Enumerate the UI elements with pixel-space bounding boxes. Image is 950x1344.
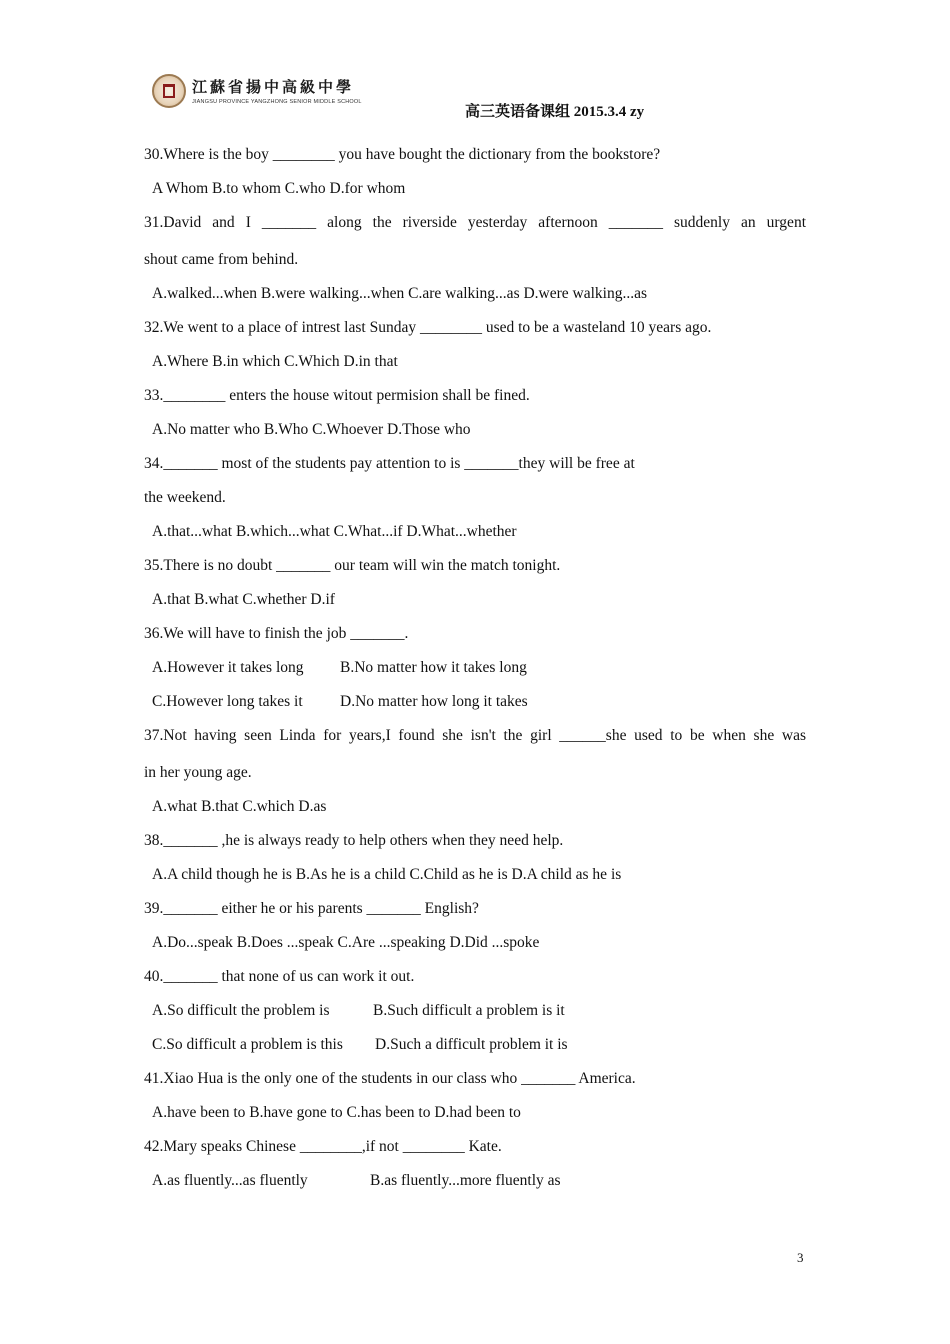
- option-40-a: A.So difficult the problem is: [152, 1002, 330, 1019]
- options-36-ab: [144, 659, 806, 677]
- question-30: 30.Where is the boy ________ you have bought the dictionary from the bookstore?: [144, 146, 661, 163]
- option-40-c: C.So difficult a problem is this: [152, 1036, 343, 1053]
- option-36-a: A.However it takes long: [152, 659, 304, 676]
- question-36: 36.We will have to finish the job _______.: [144, 625, 409, 642]
- question-39: 39._______ either he or his parents _______ English?: [144, 900, 479, 917]
- school-name-cn: 江蘇省揚中高級中學: [192, 78, 355, 96]
- option-36-b: B.No matter how it takes long: [340, 659, 527, 676]
- options-40-cd: [144, 1036, 806, 1054]
- option-36-c: C.However long takes it: [152, 693, 303, 710]
- question-40: 40._______ that none of us can work it out.: [144, 968, 415, 985]
- school-name-en: JIANGSU PROVINCE YANGZHONG SENIOR MIDDLE SCHOOL: [192, 99, 362, 105]
- question-42: 42.Mary speaks Chinese ________,if not ________ Kate.: [144, 1138, 502, 1155]
- options-42-ab: [144, 1172, 806, 1190]
- question-34: 34._______ most of the students pay attention to is _______they will be free at: [144, 455, 635, 472]
- page-header: [150, 70, 810, 118]
- page-number: 3: [797, 1250, 804, 1265]
- question-31-continued: shout came from behind.: [144, 251, 299, 268]
- options-32: A.Where B.in which C.Which D.in that: [152, 353, 398, 370]
- question-33: 33.________ enters the house witout permision shall be fined.: [144, 387, 530, 404]
- options-30: A Whom B.to whom C.who D.for whom: [152, 180, 406, 197]
- school-logo: [150, 72, 362, 112]
- options-39: A.Do...speak B.Does ...speak C.Are ...speaking D.Did ...spoke: [152, 934, 540, 951]
- question-list: [144, 146, 806, 1190]
- question-35: 35.There is no doubt _______ our team will win the match tonight.: [144, 557, 561, 574]
- question-31: 31.David and I _______ along the riverside yesterday afternoon _______ suddenly an urgent: [144, 214, 806, 231]
- school-seal-icon: [152, 74, 186, 108]
- options-33: A.No matter who B.Who C.Whoever D.Those who: [152, 421, 471, 438]
- option-40-d: D.Such a difficult problem it is: [375, 1036, 568, 1053]
- option-42-b: B.as fluently...more fluently as: [370, 1172, 561, 1189]
- options-38: A.A child though he is B.As he is a child C.Child as he is D.A child as he is: [152, 866, 622, 883]
- header-title: 高三英语备课组 2015.3.4 zy: [465, 104, 645, 120]
- question-37: 37.Not having seen Linda for years,I found she isn't the girl ______she used to be when she was: [144, 727, 806, 744]
- option-36-d: D.No matter how long it takes: [340, 693, 528, 710]
- option-42-a: A.as fluently...as fluently: [152, 1172, 308, 1189]
- question-34-continued: the weekend.: [144, 489, 226, 506]
- question-41: 41.Xiao Hua is the only one of the students in our class who _______ America.: [144, 1070, 636, 1087]
- options-41: A.have been to B.have gone to C.has been to D.had been to: [152, 1104, 521, 1121]
- options-34: A.that...what B.which...what C.What...if D.What...whether: [152, 523, 517, 540]
- options-36-cd: [144, 693, 806, 711]
- options-40-ab: [144, 1002, 806, 1020]
- question-38: 38._______ ,he is always ready to help others when they need help.: [144, 832, 564, 849]
- question-32: 32.We went to a place of intrest last Sunday ________ used to be a wasteland 10 years ago.: [144, 319, 712, 336]
- option-40-b: B.Such difficult a problem is it: [373, 1002, 565, 1019]
- options-31: A.walked...when B.were walking...when C.are walking...as D.were walking...as: [152, 285, 648, 302]
- options-35: A.that B.what C.whether D.if: [152, 591, 335, 608]
- question-37-continued: in her young age.: [144, 764, 252, 781]
- options-37: A.what B.that C.which D.as: [152, 798, 327, 815]
